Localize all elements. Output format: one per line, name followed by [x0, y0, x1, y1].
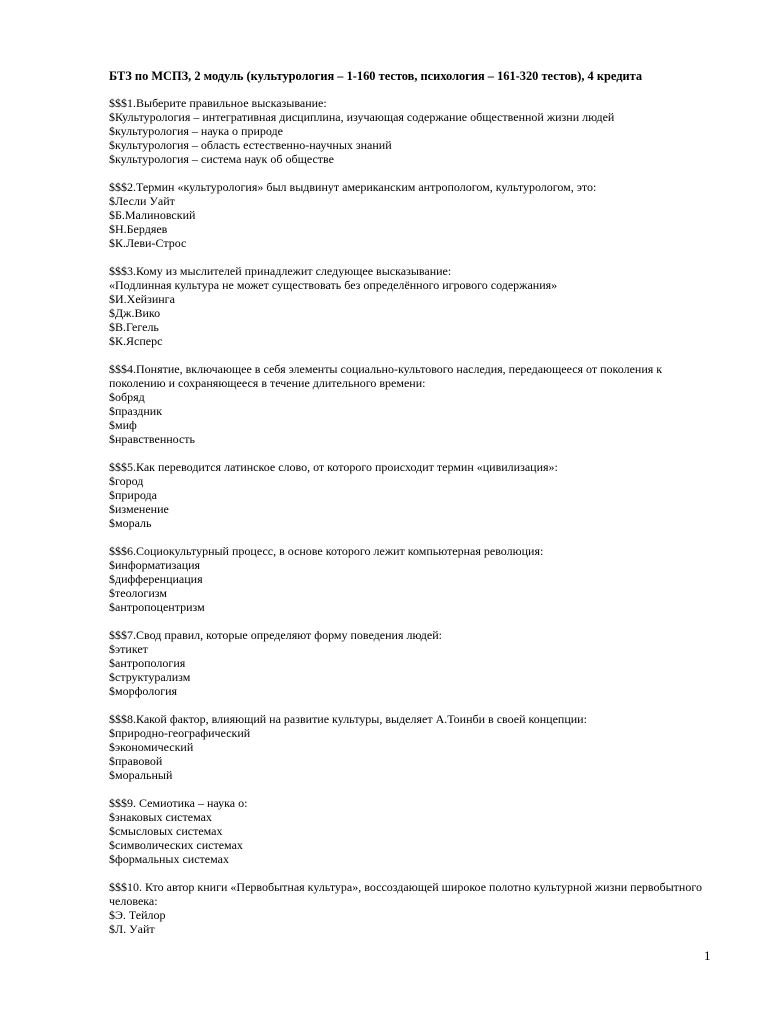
- answer-option: $Б.Малиновский: [109, 208, 196, 222]
- question-4: [109, 362, 719, 446]
- answer-option: $смысловых системах: [109, 824, 223, 838]
- question-text: $$$6.Социокультурный процесс, в основе которого лежит компьютерная революция:: [109, 544, 544, 558]
- answer-option: $город: [109, 474, 144, 488]
- answer-option: $знаковых системах: [109, 810, 212, 824]
- answer-option: $дифференциация: [109, 572, 203, 586]
- question-3: [109, 264, 719, 348]
- answer-option: $Дж.Вико: [109, 306, 161, 320]
- answer-option: $этикет: [109, 642, 148, 656]
- page-number: 1: [704, 948, 711, 963]
- answer-option: $культурология – наука о природе: [109, 124, 283, 138]
- answer-option: $Н.Бердяев: [109, 222, 168, 236]
- answer-option: $Культурология – интегративная дисциплина, изучающая содержание общественной жизни людей: [109, 110, 615, 124]
- answer-option: $моральный: [109, 768, 173, 782]
- answer-option: $природа: [109, 488, 157, 502]
- answer-option: $обряд: [109, 390, 145, 404]
- answer-option: $культурология – область естественно-научных знаний: [109, 138, 392, 152]
- answer-option: $антропология: [109, 656, 186, 670]
- question-text: $$$4.Понятие, включающее в себя элементы социально-культового наследия, передающееся от поколения к поколению и сохраняющееся в течение длительного времени:: [109, 362, 663, 390]
- document-title: БТЗ по МСПЗ, 2 модуль (культурология – 1-160 тестов, психология – 161-320 тестов), 4 кредита: [109, 69, 643, 83]
- answer-option: $структурализм: [109, 670, 191, 684]
- answer-option: $морфология: [109, 684, 178, 698]
- question-text: $$$5.Как переводится латинское слово, от которого происходит термин «цивилизация»:: [109, 460, 558, 474]
- answer-option: $Э. Тейлор: [109, 908, 166, 922]
- answer-option: $символических системах: [109, 838, 243, 852]
- answer-option: $нравственность: [109, 432, 196, 446]
- question-quote: «Подлинная культура не может существовать без определённого игрового содержания»: [109, 278, 558, 292]
- answer-option: $К.Леви-Строс: [109, 236, 187, 250]
- answer-option: $миф: [109, 418, 137, 432]
- question-text: $$$8.Какой фактор, влияющий на развитие культуры, выделяет А.Тоинби в своей концепции:: [109, 712, 587, 726]
- question-text: $$$7.Свод правил, которые определяют форму поведения людей:: [109, 628, 442, 642]
- question-8: [109, 712, 719, 782]
- answer-option: $изменение: [109, 502, 169, 516]
- answer-option: $праздник: [109, 404, 163, 418]
- answer-option: $формальных системах: [109, 852, 229, 866]
- answer-option: $Лесли Уайт: [109, 194, 175, 208]
- question-text: $$$2.Термин «культурология» был выдвинут американским антропологом, культурологом, это:: [109, 180, 597, 194]
- answer-option: $экономический: [109, 740, 194, 754]
- answer-option: $Л. Уайт: [109, 922, 155, 936]
- question-text: $$$9. Семиотика – наука о:: [109, 796, 248, 810]
- answer-option: $антропоцентризм: [109, 600, 205, 614]
- question-text: $$$3.Кому из мыслителей принадлежит следующее высказывание:: [109, 264, 452, 278]
- answer-option: $теологизм: [109, 586, 167, 600]
- question-text: $$$10. Кто автор книги «Первобытная культура», воссоздающей широкое полотно культурной жизни первобытного человека:: [109, 880, 702, 908]
- question-text: $$$1.Выберите правильное высказывание:: [109, 96, 327, 110]
- answer-option: $правовой: [109, 754, 163, 768]
- question-1: [109, 96, 719, 166]
- question-2: [109, 180, 719, 250]
- answer-option: $И.Хейзинга: [109, 292, 175, 306]
- answer-option: $культурология – система наук об обществе: [109, 152, 334, 166]
- answer-option: $мораль: [109, 516, 152, 530]
- answer-option: $природно-географический: [109, 726, 251, 740]
- question-10: [109, 880, 719, 936]
- answer-option: $В.Гегель: [109, 320, 159, 334]
- answer-option: $К.Ясперс: [109, 334, 163, 348]
- answer-option: $информатизация: [109, 558, 201, 572]
- question-9: [109, 796, 719, 866]
- question-7: [109, 628, 719, 698]
- question-6: [109, 544, 719, 614]
- test-questions: [109, 96, 719, 950]
- question-5: [109, 460, 719, 530]
